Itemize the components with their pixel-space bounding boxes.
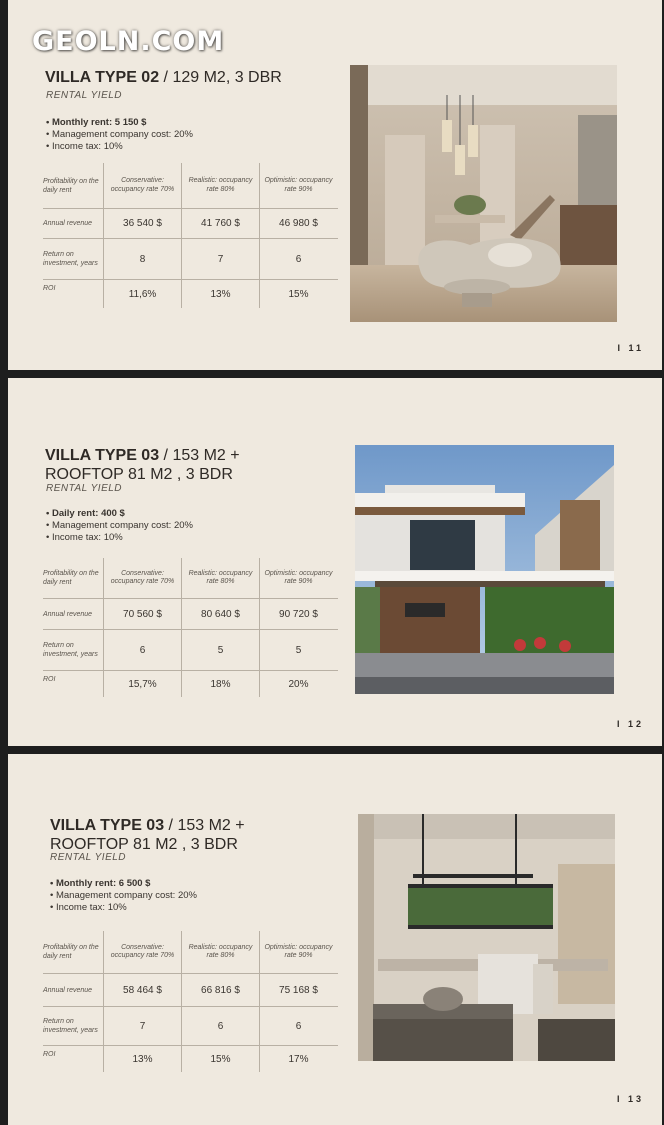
slide-title (45, 68, 282, 87)
cell-value: 13% (181, 280, 259, 308)
table-row (43, 238, 338, 279)
villa-interior-photo (350, 65, 617, 322)
row-label: ROI (43, 1051, 56, 1058)
table-row (43, 629, 338, 670)
cell-value: 18% (181, 671, 259, 697)
bullet-rent: • Monthly rent: 6 500 $ (50, 878, 197, 890)
table-row (43, 973, 338, 1006)
slide-subtitle: RENTAL YIELD (46, 483, 123, 494)
row-label: Return on investment, years (43, 1018, 98, 1034)
cell-value: 17% (259, 1046, 337, 1072)
page-number: I 12 (616, 719, 644, 729)
table-header-realistic: Realistic: occupancy rate 80% (181, 931, 259, 973)
cell-value: 5 (259, 630, 337, 670)
cell-value: 15,7% (103, 671, 181, 697)
bullet-management: • Management company cost: 20% (50, 890, 197, 902)
table-header-realistic: Realistic: occupancy rate 80% (181, 163, 259, 208)
title-rest: / 129 M2, 3 DBR (159, 69, 282, 86)
cell-value: 5 (181, 630, 259, 670)
cell-value: 66 816 $ (181, 974, 259, 1006)
yield-table (43, 163, 338, 308)
bullet-tax: • Income tax: 10% (50, 902, 197, 914)
villa-living-room-photo (358, 814, 615, 1061)
cell-value: 75 168 $ (259, 974, 337, 1006)
table-row (43, 598, 338, 629)
table-header-optimistic: Optimistic: occupancy rate 90% (259, 558, 337, 598)
slide-subtitle: RENTAL YIELD (46, 90, 123, 101)
bullet-rent: • Daily rent: 400 $ (46, 508, 193, 520)
slide-title (45, 446, 240, 484)
bullet-management: • Management company cost: 20% (46, 520, 193, 532)
cell-value: 15% (181, 1046, 259, 1072)
cell-value: 80 640 $ (181, 599, 259, 629)
table-header-realistic: Realistic: occupancy rate 80% (181, 558, 259, 598)
row-label: Annual revenue (43, 220, 93, 227)
table-header-label: Profitability on the daily rent (43, 570, 99, 586)
table-header-label: Profitability on the daily rent (43, 177, 99, 194)
cell-value: 11,6% (103, 280, 181, 308)
slide-title (50, 816, 245, 854)
yield-table (43, 558, 338, 697)
cell-value: 8 (103, 239, 181, 279)
cell-value: 7 (181, 239, 259, 279)
bullet-list (50, 878, 197, 914)
table-header-optimistic: Optimistic: occupancy rate 90% (259, 163, 337, 208)
row-label: ROI (43, 285, 56, 292)
cell-value: 6 (181, 1007, 259, 1045)
bullet-management: • Management company cost: 20% (46, 129, 193, 141)
cell-value: 58 464 $ (103, 974, 181, 1006)
cell-value: 20% (259, 671, 337, 697)
title-bold: VILLA TYPE 03 (50, 817, 165, 834)
row-label: Annual revenue (43, 610, 93, 618)
cell-value: 70 560 $ (103, 599, 181, 629)
row-label: Return on investment, years (43, 642, 98, 658)
title-line2: ROOFTOP 81 M2 , 3 BDR (45, 466, 233, 483)
title-bold: VILLA TYPE 02 (45, 69, 160, 86)
cell-value: 7 (103, 1007, 181, 1045)
cell-value: 15% (259, 280, 337, 308)
row-label: Return on investment, years (43, 251, 98, 267)
table-header-conservative: Conservative: occupancy rate 70% (103, 931, 181, 973)
cell-value: 6 (259, 239, 337, 279)
slide-villa-type-03-daily (8, 378, 662, 746)
bullet-list (46, 117, 193, 153)
villa-exterior-photo (355, 445, 614, 694)
bullet-rent: • Monthly rent: 5 150 $ (46, 117, 193, 129)
title-rest: / 153 M2 + (159, 447, 240, 464)
title-rest: / 153 M2 + (164, 817, 245, 834)
cell-value: 13% (103, 1046, 181, 1072)
row-label: Annual revenue (43, 986, 93, 994)
table-row (43, 1045, 338, 1072)
title-line2: ROOFTOP 81 M2 , 3 BDR (50, 836, 238, 853)
table-header-optimistic: Optimistic: occupancy rate 90% (259, 931, 337, 973)
cell-value: 6 (103, 630, 181, 670)
table-row (43, 670, 338, 697)
table-header-conservative: Conservative: occupancy rate 70% (103, 558, 181, 598)
bullet-tax: • Income tax: 10% (46, 532, 193, 544)
page-number: I 11 (617, 343, 644, 353)
table-row (43, 208, 338, 238)
table-row (43, 1006, 338, 1045)
yield-table (43, 931, 338, 1072)
page-number: I 13 (616, 1094, 644, 1104)
cell-value: 6 (259, 1007, 337, 1045)
cell-value: 90 720 $ (259, 599, 337, 629)
watermark: GEOLN.COM (32, 26, 225, 57)
cell-value: 36 540 $ (103, 209, 181, 238)
title-bold: VILLA TYPE 03 (45, 447, 160, 464)
table-header-conservative: Conservative: occupancy rate 70% (103, 163, 181, 208)
row-label: ROI (43, 676, 56, 683)
bullet-list (46, 508, 193, 544)
table-row (43, 279, 338, 308)
table-header-label: Profitability on the daily rent (43, 944, 99, 960)
cell-value: 41 760 $ (181, 209, 259, 238)
cell-value: 46 980 $ (259, 209, 337, 238)
slide-subtitle: RENTAL YIELD (50, 852, 127, 863)
slide-villa-type-03-monthly (8, 754, 662, 1125)
bullet-tax: • Income tax: 10% (46, 141, 193, 153)
